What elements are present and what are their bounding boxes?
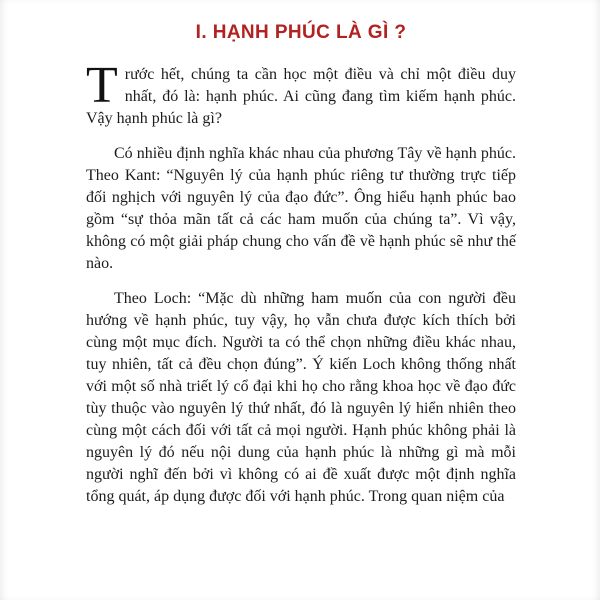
paragraph-kant: Có nhiều định nghĩa khác nhau của phương Tây về hạnh phúc. Theo Kant: “Nguyên lý của hạnh phúc riêng tư thường trực tiếp đối nghịch với nguyên lý của đạo đức”. Ông hiểu hạnh phúc bao gồm “sự thỏa mãn tất cả các ham muốn của chúng ta”. Vì vậy, không có một giải pháp chung cho vấn đề về hạnh phúc sẽ như thế nào. xyxy=(86,145,516,272)
paragraph-intro-text: rước hết, chúng ta cần học một điều và chỉ một điều duy nhất, đó là: hạnh phúc. Ai cũng đang tìm kiếm hạnh phúc. Vậy hạnh phúc là gì? xyxy=(86,66,516,127)
page-title: I. HẠNH PHÚC LÀ GÌ ? xyxy=(195,22,407,43)
paragraph-intro xyxy=(86,57,516,130)
page-body xyxy=(86,57,516,508)
drop-cap-letter: T xyxy=(86,57,118,114)
paragraph-loch: Theo Loch: “Mặc dù những ham muốn của con người đều hướng về hạnh phúc, tuy vậy, họ vẫn chưa được kích thích bởi cùng một mục đích. Người ta có thể chọn những điều khác nhau, tuy nhiên, tất cả đều chọn đúng”. Ý kiến Loch không thống nhất với một số nhà triết lý cổ đại khi họ cho rằng khoa học về đạo đức tùy thuộc vào nguyên lý thứ nhất, đó là nguyên lý hiển nhiên theo cùng một cách đối với tất cả mọi người. Hạnh phúc không phải là nguyên lý đó nếu nội dung của hạnh phúc là những gì mà mỗi người nghĩ đến bởi vì không có ai đề xuất được một định nghĩa tổng quát, áp dụng được đối với hạnh phúc. Trong quan niệm của xyxy=(86,290,516,505)
